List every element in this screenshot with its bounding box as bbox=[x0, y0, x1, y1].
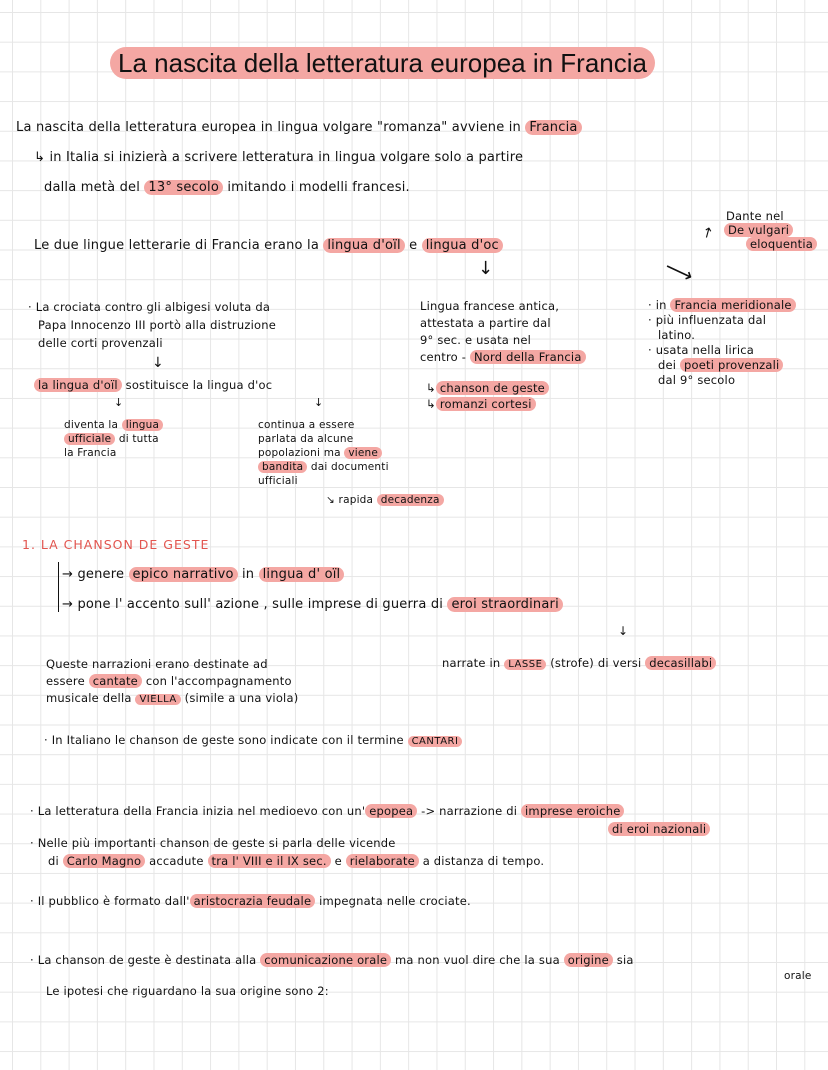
oc-description: · in Francia meridionale · più influenzata dal latino. · usata nella lirica dei poeti provenzali dal 9° secolo bbox=[648, 298, 796, 388]
oil-desc-line-4: centro - bbox=[420, 350, 467, 364]
highlight-lingua-oil-2: lingua d' oïl bbox=[259, 567, 345, 582]
point2-text: pone l' accento sull' azione , sulle imprese di guerra di bbox=[77, 597, 444, 612]
languages-sentence bbox=[34, 238, 503, 254]
corner-arrow-icon: ↳ bbox=[426, 397, 436, 411]
oc-branch bbox=[258, 418, 389, 488]
note4-mid: ma non vuol dire che la sua bbox=[395, 953, 560, 967]
highlight-comunicazione-orale: comunicazione orale bbox=[260, 953, 391, 967]
section-heading: 1. LA CHANSON DE GESTE bbox=[22, 537, 210, 552]
crusade-result bbox=[34, 378, 272, 392]
section1-left-block bbox=[46, 656, 298, 708]
note3-post: impegnata nelle crociate. bbox=[319, 894, 471, 908]
highlight-chanson-de-geste: chanson de geste bbox=[436, 381, 549, 395]
note-4-under: orale bbox=[784, 970, 812, 982]
left-line-1: Queste narrazioni erano destinate ad bbox=[46, 657, 268, 671]
note2-mid2: e bbox=[334, 854, 342, 868]
oc-desc-line-3: latino. bbox=[658, 328, 696, 342]
note2-mid1: accadute bbox=[149, 854, 204, 868]
oil-branch-text: diventa la bbox=[64, 419, 119, 431]
highlight-la-lingua-oil: la lingua d'oïl bbox=[34, 378, 122, 392]
oc-branch-line-5: ufficiali bbox=[258, 475, 298, 487]
highlight-poeti-provenzali: poeti provenzali bbox=[680, 358, 783, 372]
note1-mid: narrazione di bbox=[439, 804, 518, 818]
right-mid: (strofe) di versi bbox=[550, 656, 642, 670]
highlight-bandita: bandita bbox=[258, 461, 307, 473]
oil-desc-line-3: 9° sec. e usata nel bbox=[420, 333, 532, 347]
arrow-right-icon: -> bbox=[421, 804, 436, 818]
arrow-down-icon: ↓ bbox=[114, 396, 124, 409]
bracket-line bbox=[58, 562, 59, 612]
highlight-cantate: cantate bbox=[89, 674, 142, 688]
highlight-imprese-eroiche: imprese eroiche bbox=[521, 804, 624, 818]
highlight-viii-ix-sec: tra l' VIII e il IX sec. bbox=[208, 854, 331, 868]
dante-text: Dante nel bbox=[726, 209, 784, 223]
note-3: · Il pubblico è formato dall' aristocrazia feudale impegnata nelle crociate. bbox=[30, 894, 471, 908]
note-5: Le ipotesi che riguardano la sua origine sono 2: bbox=[46, 984, 329, 998]
highlight-lasse: LASSE bbox=[504, 659, 546, 670]
section1-point-1 bbox=[62, 567, 344, 583]
note2-line-1: Nelle più importanti chanson de geste si parla delle vicende bbox=[37, 836, 396, 850]
corner-arrow-icon: ↳ bbox=[34, 150, 46, 165]
arrow-down-icon: ↓ bbox=[478, 258, 494, 279]
languages-conj: e bbox=[409, 238, 418, 253]
page-title: La nascita della letteratura europea in Francia bbox=[110, 47, 655, 79]
left-line-3a: musicale della bbox=[46, 691, 132, 705]
languages-text: Le due lingue letterarie di Francia erano la bbox=[34, 238, 319, 253]
note-1-continued bbox=[608, 822, 710, 836]
intro-line-1 bbox=[16, 120, 582, 136]
intro-text-3a: dalla metà del bbox=[44, 180, 141, 195]
oc-desc-text: in bbox=[655, 298, 667, 312]
highlight-lingua-oil: lingua d'oïl bbox=[323, 238, 404, 253]
highlight-rielaborate: rielaborate bbox=[346, 854, 419, 868]
crusade-block: · La crociata contro gli albigesi voluta da Papa Innocenzo III portò alla distruzione delle corti provenzali bbox=[28, 300, 276, 350]
oc-branch-line-3: popolazioni ma bbox=[258, 447, 341, 459]
italy-text: In Italiano le chanson de geste sono indicate con il termine bbox=[51, 733, 404, 747]
left-line-2b: con l'accompagnamento bbox=[145, 674, 292, 688]
oc-branch-line-1: continua a essere bbox=[258, 419, 355, 431]
oc-result-text: rapida bbox=[338, 494, 374, 506]
highlight-francia-meridionale: Francia meridionale bbox=[670, 298, 795, 312]
note-2: · Nelle più importanti chanson de geste si parla delle vicende di Carlo Magno accadute tra l' VIII e il IX sec. e rielaborate a distanza di tempo. bbox=[30, 836, 545, 868]
highlight-viella: VIELLA bbox=[135, 694, 180, 705]
crusade-line-3: delle corti provenzali bbox=[38, 336, 163, 350]
highlight-cantari: CANTARI bbox=[408, 736, 463, 747]
section1-point-2 bbox=[62, 597, 563, 613]
oc-branch-line-4: dai documenti bbox=[310, 461, 389, 473]
oc-desc-line-2: più influenzata dal bbox=[655, 313, 767, 327]
crusade-line-1: La crociata contro gli albigesi voluta da bbox=[35, 300, 271, 314]
oil-branch-text-2: di tutta bbox=[118, 433, 159, 445]
highlight-13-secolo: 13° secolo bbox=[144, 180, 223, 195]
oil-desc-line-1: Lingua francese antica, bbox=[420, 299, 560, 313]
intro-text-2: in Italia si inizierà a scrivere letteratura in lingua volgare solo a partire bbox=[49, 150, 524, 165]
crusade-line-2: Papa Innocenzo III portò alla distruzione bbox=[38, 318, 276, 332]
intro-text: La nascita della letteratura europea in lingua volgare "romanza" avviene in bbox=[16, 120, 521, 135]
highlight-decasillabi: decasillabi bbox=[645, 656, 716, 670]
note4-post: sia bbox=[616, 953, 634, 967]
section1-right-block bbox=[442, 656, 716, 672]
highlight-eloquentia: eloquentia bbox=[746, 237, 817, 251]
arrow-right-icon: → bbox=[62, 567, 74, 582]
dante-note bbox=[724, 209, 817, 251]
note2-post: a distanza di tempo. bbox=[422, 854, 545, 868]
oil-desc-line-2: attestata a partire dal bbox=[420, 316, 551, 330]
highlight-lingua: lingua bbox=[122, 419, 163, 431]
highlight-epico-narrativo: epico narrativo bbox=[129, 567, 238, 582]
intro-line-2 bbox=[34, 150, 523, 166]
highlight-aristocrazia-feudale: aristocrazia feudale bbox=[190, 894, 316, 908]
left-line-3b: (simile a una viola) bbox=[184, 691, 299, 705]
point1-text: genere bbox=[77, 567, 125, 582]
highlight-epopea: epopea bbox=[365, 804, 417, 818]
oc-desc-line-4: usata nella lirica bbox=[655, 343, 754, 357]
oil-description bbox=[420, 298, 586, 366]
arrow-right-icon: → bbox=[62, 597, 74, 612]
highlight-origine: origine bbox=[564, 953, 613, 967]
highlight-ufficiale: ufficiale bbox=[64, 433, 115, 445]
arrow-down-icon: ↓ bbox=[152, 355, 164, 371]
crusade-result-text: sostituisce la lingua d'oc bbox=[125, 378, 273, 392]
intro-line-3 bbox=[44, 180, 410, 196]
note1-text: La letteratura della Francia inizia nel medioevo con un' bbox=[37, 804, 366, 818]
note2-pre: di bbox=[48, 854, 59, 868]
corner-arrow-icon: ↳ bbox=[426, 381, 436, 395]
note-1: · La letteratura della Francia inizia nel medioevo con un' epopea -> narrazione di imprese eroiche bbox=[30, 804, 624, 818]
highlight-eroi-straordinari: eroi straordinari bbox=[447, 597, 562, 612]
highlight-carlo-magno: Carlo Magno bbox=[63, 854, 146, 868]
highlight-nord-francia: Nord della Francia bbox=[470, 350, 586, 364]
arrow-down-icon: ↓ bbox=[618, 624, 629, 638]
oil-branch-text-3: la Francia bbox=[64, 447, 117, 459]
oc-branch-result bbox=[326, 494, 444, 506]
left-line-2a: essere bbox=[46, 674, 85, 688]
highlight-de-vulgari: De vulgari bbox=[724, 223, 793, 237]
highlight-romanzi-cortesi: romanzi cortesi bbox=[436, 397, 536, 411]
note4-pre: La chanson de geste è destinata alla bbox=[37, 953, 257, 967]
oc-desc-line-6: dal 9° secolo bbox=[658, 373, 736, 387]
highlight-lingua-oc: lingua d'oc bbox=[422, 238, 503, 253]
note3-pre: Il pubblico è formato dall' bbox=[37, 894, 190, 908]
arrow-down-icon: ↓ bbox=[314, 396, 324, 409]
oc-branch-line-2: parlata da alcune bbox=[258, 433, 354, 445]
highlight-viene: viene bbox=[344, 447, 382, 459]
oil-branch bbox=[64, 418, 163, 460]
arrow-down-right-icon: ↘ bbox=[326, 494, 335, 506]
intro-text-3b: imitando i modelli francesi. bbox=[227, 180, 410, 195]
highlight-eroi-nazionali: di eroi nazionali bbox=[608, 822, 710, 836]
arrow-up-right-icon: ↗ bbox=[698, 223, 717, 243]
note-4: · La chanson de geste è destinata alla comunicazione orale ma non vuol dire che la sua origine sia bbox=[30, 953, 634, 967]
arrow-down-right-icon: ⟶ bbox=[661, 254, 698, 288]
highlight-francia: Francia bbox=[525, 120, 581, 135]
section1-italy-note: · In Italiano le chanson de geste sono indicate con il termine CANTARI bbox=[44, 733, 462, 749]
oil-genres bbox=[426, 380, 549, 412]
oc-desc-line-5: dei bbox=[658, 358, 677, 372]
right-text: narrate in bbox=[442, 656, 501, 670]
highlight-decadenza: decadenza bbox=[377, 494, 444, 506]
point1-mid: in bbox=[241, 567, 255, 582]
